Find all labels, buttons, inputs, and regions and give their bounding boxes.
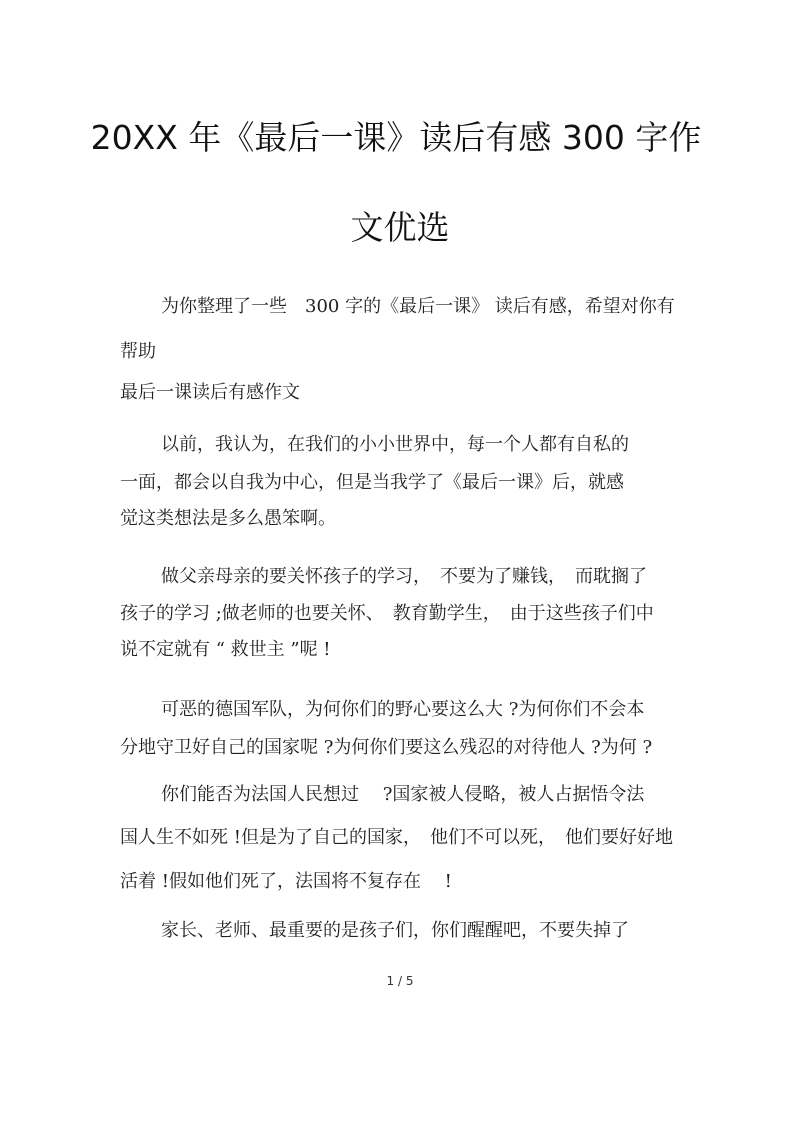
paragraph-4-line-3: 活着 !假如他们死了，法国将不复存在 ! [120,871,452,892]
intro-line-1: 为你整理了一些 300 字的《最后一课》 读后有感，希望对你有 [161,296,675,317]
paragraph-3-line-2: 分地守卫好自己的国家呢 ?为何你们要这么残忍的对待他人 ?为何 ? [120,737,653,758]
document-title-line-2: 文优选 [350,208,450,247]
paragraph-1-line-1: 以前，我认为，在我们的小小世界中，每一个人都有自私的 [161,434,629,455]
paragraph-3-line-1: 可恶的德国军队，为何你们的野心要这么大 ?为何你们不会本 [161,699,645,720]
paragraph-5-line-1: 家长、老师、最重要的是孩子们，你们醒醒吧，不要失掉了 [161,920,629,941]
paragraph-2-line-3: 说不定就有 “ 救世主 ”呢 ! [120,639,331,660]
subheading: 最后一课读后有感作文 [120,382,300,403]
paragraph-2-line-2: 孩子的学习 ;做老师的也要关怀、 教育勤学生， 由于这些孩子们中 [120,603,654,624]
paragraph-1-line-2: 一面，都会以自我为中心，但是当我学了《最后一课》后，就感 [120,472,624,493]
page-number: 1 / 5 [386,974,414,988]
paragraph-4-line-2: 国人生不如死 !但是为了自己的国家， 他们不可以死， 他们要好好地 [120,827,673,848]
paragraph-2-line-1: 做父亲母亲的要关怀孩子的学习， 不要为了赚钱， 而耽搁了 [161,566,647,587]
paragraph-4-line-1: 你们能否为法国人民想过 ?国家被人侵略，被人占据悟令法 [161,784,645,805]
intro-line-2: 帮助 [120,341,156,362]
document-title-line-1: 20XX 年《最后一课》读后有感 300 字作 [90,118,702,157]
paragraph-1-line-3: 觉这类想法是多么愚笨啊。 [120,508,336,529]
